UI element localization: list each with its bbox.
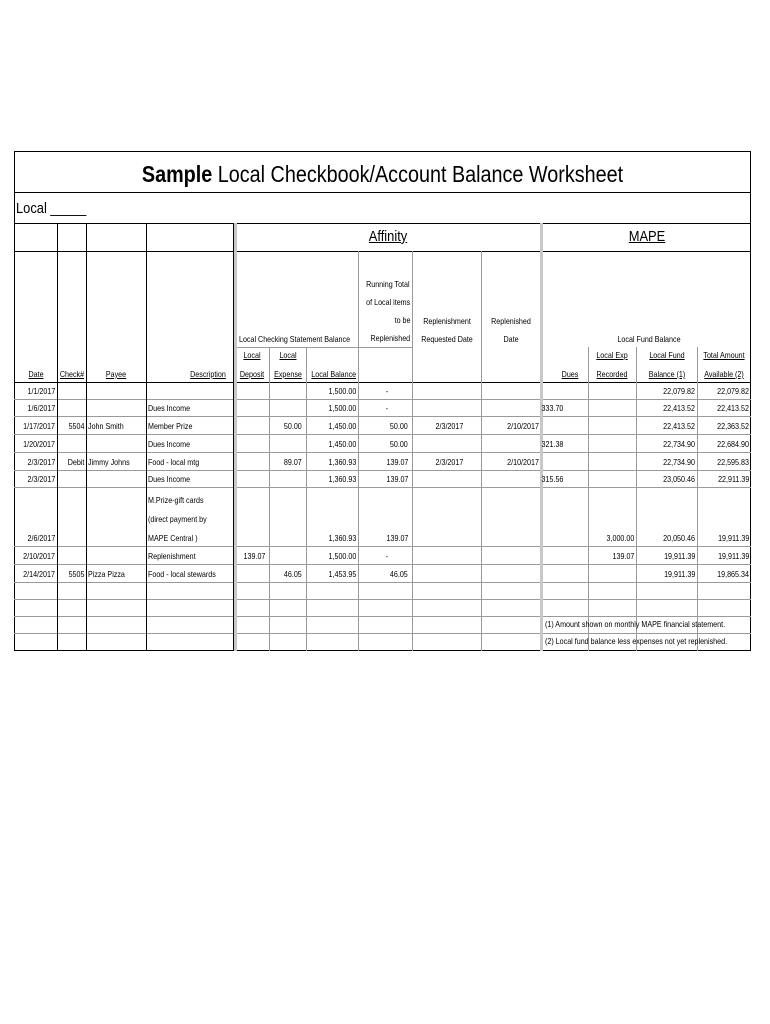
header-local-deposit: Deposit	[239, 369, 265, 379]
header-check: Check#	[59, 369, 84, 379]
header-running-total: to be	[394, 315, 410, 325]
cell-total-amount-available: 22,595.83	[717, 457, 749, 467]
worksheet	[14, 151, 751, 651]
title-divider	[14, 192, 751, 193]
column-divider	[481, 251, 482, 651]
cell-date: 1/1/2017	[27, 386, 55, 396]
cell-requested-date: 2/3/2017	[435, 457, 463, 467]
cell-dues: 315.56	[541, 474, 563, 484]
cell-replenished-date: 2/10/2017	[507, 457, 539, 467]
cell-local-balance: 1,360.93	[328, 474, 356, 484]
cell-description: Food - local stewards	[148, 569, 216, 579]
cell-running-total: 46.05	[390, 569, 408, 579]
cell-replenished-date: 2/10/2017	[507, 421, 539, 431]
cell-running-total: 139.07	[386, 457, 408, 467]
header-running-total: Running Total	[366, 279, 410, 289]
header-replenished-date: Replenished	[491, 316, 531, 326]
mape-left-divider	[540, 223, 543, 651]
cell-running-total: 139.07	[386, 533, 408, 543]
cell-description: MAPE Central )	[148, 533, 198, 543]
cell-description: M.Prize-gift cards	[148, 495, 204, 505]
cell-local-balance: 1,500.00	[328, 386, 356, 396]
cell-local-fund-balance: 19,911.39	[663, 569, 695, 579]
cell-local-fund-balance: 22,079.82	[663, 386, 695, 396]
cell-total-amount-available: 19,865.34	[717, 569, 749, 579]
header-local-expense: Local	[278, 350, 297, 360]
cell-requested-date: 2/3/2017	[435, 421, 463, 431]
cell-total-amount-available: 22,363.52	[717, 421, 749, 431]
header-local-checking-statement-balance: Local Checking Statement Balance	[239, 334, 351, 344]
row-divider	[14, 564, 751, 565]
cell-description: Replenishment	[148, 551, 196, 561]
cell-date: 2/6/2017	[27, 533, 55, 543]
cell-description: Dues Income	[148, 439, 191, 449]
header-local-deposit: Local	[243, 350, 261, 360]
statement-balance-divider	[235, 347, 412, 348]
affinity-left-divider	[234, 223, 237, 651]
mape-group-label: MAPE	[628, 228, 666, 245]
cell-description: Food - local mtg	[148, 457, 200, 467]
worksheet-title: Sample Local Checkbook/Account Balance Worksheet	[141, 161, 624, 187]
cell-running-total: -	[385, 386, 389, 396]
header-local-fund-balance: Local Fund Balance	[617, 334, 681, 344]
cell-date: 1/20/2017	[23, 439, 55, 449]
cell-total-amount-available: 22,413.52	[717, 403, 749, 413]
column-divider	[588, 347, 589, 651]
cell-payee: John Smith	[88, 421, 124, 431]
header-total-amount-available: Available (2)	[704, 369, 744, 379]
column-divider	[269, 347, 270, 651]
cell-total-amount-available: 22,079.82	[717, 386, 749, 396]
cell-date: 1/17/2017	[23, 421, 55, 431]
header-replenishment-requested: Replenishment	[422, 316, 471, 326]
cell-local-exp-recorded: 3,000.00	[606, 533, 634, 543]
cell-local-balance: 1,500.00	[328, 403, 356, 413]
header-payee: Payee	[105, 369, 127, 379]
cell-local-expense: 89.07	[284, 457, 302, 467]
cell-local-expense: 50.00	[284, 421, 302, 431]
cell-description: Dues Income	[148, 474, 191, 484]
cell-local-fund-balance: 22,413.52	[663, 421, 695, 431]
column-divider	[358, 251, 359, 651]
row-divider	[14, 434, 751, 435]
header-local-fund-balance-1: Local Fund	[648, 350, 685, 360]
cell-local-fund-balance: 22,413.52	[663, 403, 695, 413]
header-running-total: Replenished	[370, 333, 410, 343]
cell-payee: Pizza Pizza	[88, 569, 125, 579]
header-date: Date	[27, 369, 44, 379]
row-divider	[14, 399, 751, 400]
cell-local-balance: 1,453.95	[328, 569, 356, 579]
header-total-amount-available: Total Amount	[703, 350, 745, 360]
cell-local-expense: 46.05	[284, 569, 302, 579]
row-divider	[14, 452, 751, 453]
column-divider	[57, 223, 58, 651]
header-local-exp-recorded: Local Exp	[596, 350, 628, 360]
header-replenished-date: Date	[503, 334, 519, 344]
header-running-total: of Local items	[365, 297, 410, 307]
column-header-divider	[14, 382, 751, 383]
cell-local-exp-recorded: 139.07	[612, 551, 634, 561]
cell-total-amount-available: 22,911.39	[717, 474, 749, 484]
column-divider	[412, 251, 413, 651]
cell-dues: 333.70	[541, 403, 563, 413]
cell-date: 1/6/2017	[27, 403, 55, 413]
cell-check: Debit	[67, 457, 84, 467]
cell-local-balance: 1,360.93	[328, 533, 356, 543]
cell-description: Dues Income	[148, 403, 191, 413]
cell-local-fund-balance: 22,734.90	[663, 457, 695, 467]
cell-running-total: -	[385, 403, 389, 413]
cell-local-fund-balance: 19,911.39	[663, 551, 695, 561]
group-header-divider	[14, 251, 751, 252]
header-local-balance: Local Balance	[311, 369, 356, 379]
cell-local-fund-balance: 20,050.46	[663, 533, 695, 543]
cell-description: Member Prize	[148, 421, 193, 431]
cell-local-fund-balance: 23,050.46	[663, 474, 695, 484]
column-divider	[146, 223, 147, 651]
cell-running-total: 50.00	[390, 439, 408, 449]
row-divider	[14, 599, 751, 600]
cell-check: 5505	[68, 569, 84, 579]
cell-description: (direct payment by	[148, 514, 207, 524]
cell-payee: Jimmy Johns	[88, 457, 130, 467]
cell-total-amount-available: 22,684.90	[717, 439, 749, 449]
cell-running-total: 139.07	[386, 474, 408, 484]
cell-date: 2/3/2017	[27, 457, 55, 467]
local-label: Local _____	[16, 200, 87, 217]
cell-local-balance: 1,500.00	[328, 551, 356, 561]
footnote: (2) Local fund balance less expenses not yet replenished.	[545, 636, 728, 646]
cell-running-total: 50.00	[390, 421, 408, 431]
cell-total-amount-available: 19,911.39	[717, 551, 749, 561]
row-divider	[14, 487, 751, 488]
column-divider	[636, 347, 637, 651]
row-divider	[14, 546, 751, 547]
cell-local-balance: 1,450.00	[328, 421, 356, 431]
row-divider	[14, 582, 751, 583]
cell-check: 5504	[68, 421, 84, 431]
affinity-group-label: Affinity	[368, 228, 408, 245]
header-description: Description	[189, 369, 226, 379]
cell-local-fund-balance: 22,734.90	[663, 439, 695, 449]
column-divider	[86, 223, 87, 651]
row-divider	[14, 416, 751, 417]
cell-date: 2/14/2017	[23, 569, 55, 579]
cell-total-amount-available: 19,911.39	[717, 533, 749, 543]
cell-dues: 321.38	[541, 439, 563, 449]
local-divider	[14, 223, 751, 224]
header-dues: Dues	[561, 369, 578, 379]
header-local-expense: Expense	[273, 369, 302, 379]
cell-date: 2/3/2017	[27, 474, 55, 484]
row-divider	[14, 616, 751, 617]
footnote: (1) Amount shown on monthly MAPE financial statement.	[545, 619, 726, 629]
header-replenishment-requested: Requested Date	[420, 334, 473, 344]
cell-local-balance: 1,360.93	[328, 457, 356, 467]
row-divider	[14, 470, 751, 471]
column-divider	[697, 347, 698, 651]
cell-local-deposit: 139.07	[243, 551, 265, 561]
cell-local-balance: 1,450.00	[328, 439, 356, 449]
cell-running-total: -	[385, 551, 389, 561]
header-local-fund-balance-1: Balance (1)	[648, 369, 685, 379]
header-local-exp-recorded: Recorded	[596, 369, 628, 379]
cell-date: 2/10/2017	[23, 551, 55, 561]
row-divider	[14, 633, 751, 634]
